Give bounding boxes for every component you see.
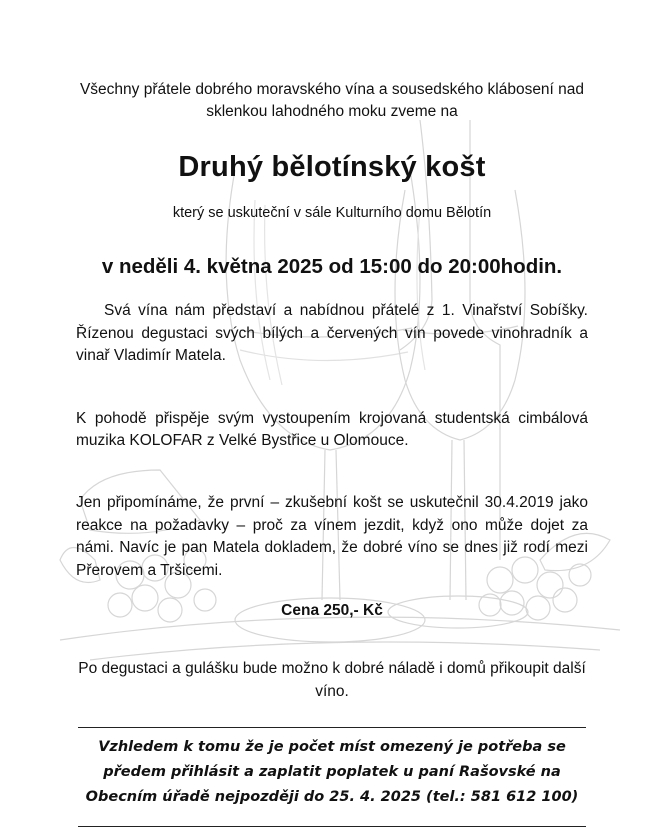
event-datetime: v neděli 4. května 2025 od 15:00 do 20:00hodin. [101,255,563,278]
venue-text: který se uskuteční v sále Kulturního domu Bělotín [172,205,492,221]
paragraph-history: Jen připomínáme, že první – zkušební košt se uskutečnil 30.4.2019 jako reakce na požadavky – proč za vínem jezdit, když ono může dojet za námi. Navíc je pan Matela dokladem, že dobré víno se dnes již rodí mezi Přerovem a Tršicemi. [76,494,588,579]
divider-bottom [78,826,586,827]
paragraph-music: K pohodě přispěje svým vystoupením krojovaná studentská cimbálová muzika KOLOFAR z Velké Bystřice u Olomouce. [76,410,588,449]
closing-text: Po degustaci a gulášku bude možno k dobré náladě i domů přikoupit další víno. [78,660,586,700]
event-title: Druhý bělotínský košt [178,151,486,183]
registration-notice: Vzhledem k tomu že je počet míst omezený je potřeba se předem přihlásit a zaplatit poplatek u paní Rašovské na Obecním úřadě nejpozději do 25. 4. 2025 (tel.: 581 612 100) [85,739,579,805]
intro-text: Všechny přátele dobrého moravského vína a sousedského klábosení nad sklenkou lahodného moku zveme na [79,81,585,120]
price-text: Cena 250,- Kč [281,602,383,619]
paragraph-winery: Svá vína nám představí a nabídnou přátelé z 1. Vinařství Sobíšky. Řízenou degustaci svých bílých a červených vín povede vinohradník a vinař Vladimír Matela. [76,302,588,364]
divider-top [78,727,586,728]
